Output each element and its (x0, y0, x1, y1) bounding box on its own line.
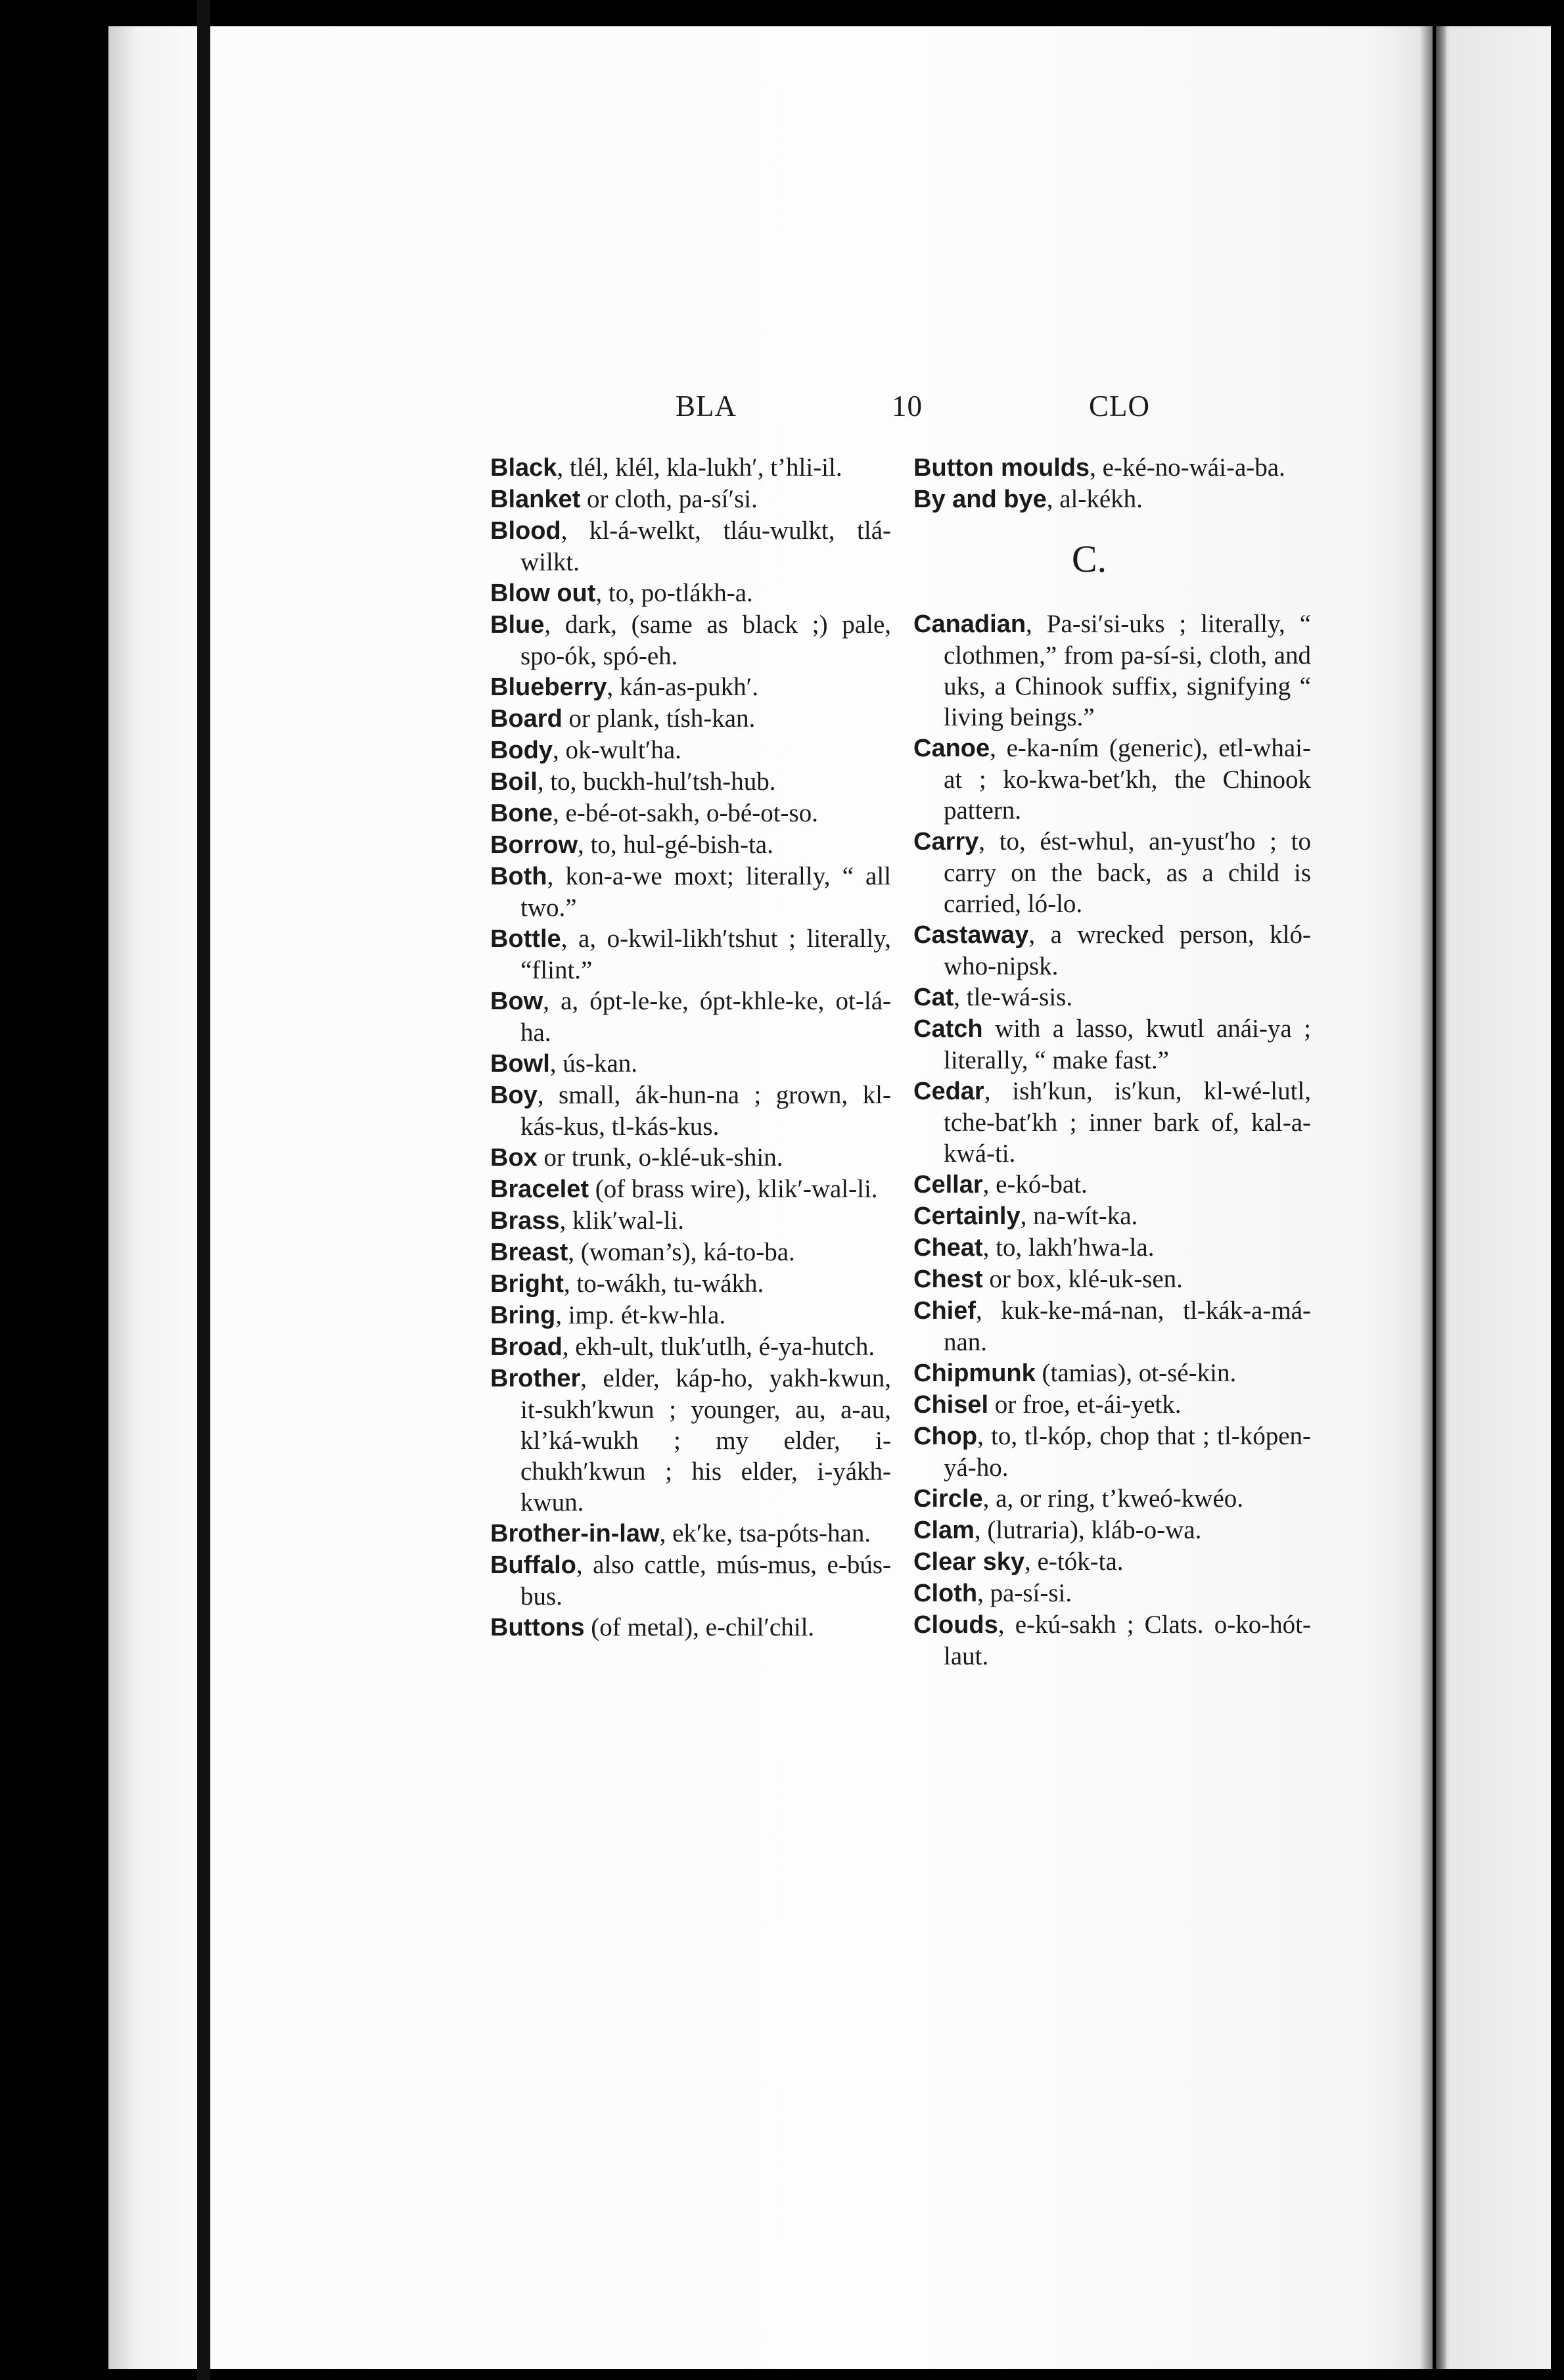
entry-definition: , e-ka-ním (generic), etl-whai-at ; ko-kwa-bet′kh, the Chinook pattern. (944, 734, 1311, 825)
dictionary-entry (913, 484, 1311, 515)
entry-headword: Cedar (913, 1078, 984, 1105)
entry-headword: Buttons (490, 1614, 585, 1641)
dictionary-entry (913, 1421, 1311, 1483)
dictionary-entry (490, 735, 891, 766)
dictionary-entry (490, 1237, 891, 1268)
entry-headword: Cat (913, 984, 954, 1011)
entry-definition: , e-kó-bat. (982, 1170, 1088, 1199)
dictionary-entry (913, 1013, 1311, 1076)
dictionary-entry (490, 1080, 891, 1142)
entry-definition: , to, ést-whul, an-yust′ho ; to carry on the back, as a child is carried, ló-lo. (944, 827, 1311, 918)
header-guide-word-right: CLO (1089, 390, 1150, 423)
dictionary-entry (913, 826, 1311, 919)
dictionary-entry (490, 1363, 891, 1518)
entry-headword: Canadian (913, 610, 1026, 638)
entry-headword: Cheat (913, 1234, 983, 1262)
entry-headword: Castaway (913, 921, 1029, 949)
entry-definition: , a, or ring, t’kweó-kwéo. (982, 1484, 1244, 1513)
entry-headword: Cloth (913, 1580, 978, 1607)
entry-headword: Breast (490, 1239, 568, 1266)
dictionary-entry (913, 1578, 1311, 1609)
dictionary-entry (490, 1174, 891, 1205)
right-column (913, 452, 1311, 1672)
entry-definition: or froe, et-ái-yetk. (988, 1390, 1182, 1419)
entry-headword: Boil (490, 768, 538, 796)
dictionary-entry (490, 1518, 891, 1549)
entry-definition: , (lutraria), kláb-o-wa. (974, 1516, 1202, 1544)
entry-headword: Board (490, 705, 563, 733)
entry-definition: , pa-sí-si. (977, 1579, 1072, 1607)
entry-definition: , kuk-ke-má-nan, tl-kák-a-má-nan. (944, 1296, 1311, 1356)
entry-headword: Bright (490, 1270, 564, 1298)
entry-headword: Blow out (490, 580, 596, 607)
entry-headword: Cellar (913, 1171, 983, 1199)
entry-headword: Buffalo (490, 1551, 576, 1579)
entry-definition: , kl-á-welkt, tláu-wulkt, tlá-wilkt. (520, 516, 891, 576)
dictionary-entry (490, 703, 891, 735)
dictionary-entry (913, 1358, 1311, 1389)
dictionary-entry (913, 452, 1311, 484)
dictionary-entry (913, 1264, 1311, 1295)
dictionary-entry (490, 672, 891, 703)
dictionary-entry (490, 1142, 891, 1174)
entry-definition: , na-wít-ka. (1020, 1202, 1138, 1230)
entry-headword: Bowl (490, 1050, 550, 1078)
dictionary-entry (913, 608, 1311, 733)
entry-headword: Blueberry (490, 674, 607, 701)
entry-definition: , e-kú-sakh ; Clats. o-ko-hót-laut. (944, 1611, 1311, 1670)
entry-headword: Chipmunk (913, 1360, 1036, 1387)
dictionary-entry (913, 982, 1311, 1013)
dictionary-entry (913, 1389, 1311, 1421)
dictionary-entry (913, 919, 1311, 982)
entry-headword: Both (490, 863, 547, 890)
dictionary-entry (490, 515, 891, 578)
entry-headword: Brother (490, 1365, 581, 1392)
dictionary-entry (490, 923, 891, 986)
entry-headword: Clouds (913, 1611, 998, 1639)
adjacent-page-edge (1436, 26, 1551, 2369)
entry-definition: , tlél, klél, kla-lukh′, t’hli-il. (557, 453, 842, 482)
entry-definition: , e-ké-no-wái-a-ba. (1090, 453, 1285, 482)
entry-definition: , ok-wult′ha. (553, 736, 681, 764)
dictionary-entry (490, 452, 891, 484)
entry-definition: , kán-as-pukh′. (607, 673, 758, 701)
entry-headword: Blue (490, 611, 545, 639)
entry-definition: , tle-wá-sis. (954, 983, 1073, 1011)
entry-definition: , to, buckh-hul′tsh-hub. (537, 767, 776, 796)
entry-headword: Body (490, 737, 553, 764)
dictionary-entry (913, 733, 1311, 826)
entry-definition: , imp. ét-kw-hla. (555, 1301, 726, 1329)
dictionary-entry (490, 578, 891, 609)
dictionary-entry (913, 1169, 1311, 1201)
dictionary-entry (913, 1483, 1311, 1515)
dictionary-entry (913, 1201, 1311, 1232)
right-column-entries (913, 608, 1311, 1672)
entry-definition: or box, klé-uk-sen. (982, 1265, 1183, 1293)
entry-headword: Canoe (913, 735, 990, 762)
entry-definition: , ekh-ult, tluk′utlh, é-ya-hutch. (562, 1333, 875, 1361)
section-letter: C. (1071, 538, 1107, 580)
dictionary-entry (490, 1048, 891, 1080)
entry-headword: By and bye (913, 486, 1047, 513)
dictionary-entry (490, 1612, 891, 1643)
entry-headword: Carry (913, 828, 979, 856)
right-column-top-entries (913, 452, 1311, 515)
dictionary-entry (490, 766, 891, 798)
entry-headword: Blood (490, 517, 561, 545)
dictionary-entry (490, 1549, 891, 1612)
entry-definition: , ek′ke, tsa-póts-han. (659, 1519, 871, 1547)
binding-shadow (1419, 26, 1446, 2369)
entry-definition: , e-tók-ta. (1024, 1547, 1124, 1576)
entry-headword: Borrow (490, 831, 578, 859)
entry-definition: or trunk, o-klé-uk-shin. (537, 1143, 783, 1172)
scan-border-left (197, 0, 210, 2380)
entry-headword: Chief (913, 1297, 976, 1325)
entry-definition: , a wrecked person, kló-who-nipsk. (944, 921, 1311, 980)
entry-headword: Button moulds (913, 454, 1090, 482)
dictionary-entry (490, 1205, 891, 1237)
entry-definition: or cloth, pa-sí′si. (580, 485, 758, 513)
dictionary-entry (490, 829, 891, 861)
dictionary-entry (490, 609, 891, 672)
entry-headword: Brother-in-law (490, 1520, 660, 1547)
entry-definition: or plank, tísh-kan. (562, 704, 756, 733)
entry-definition: , a, ópt-le-ke, ópt-khle-ke, ot-lá-ha. (520, 987, 891, 1047)
entry-definition: , e-bé-ot-sakh, o-bé-ot-so. (553, 799, 818, 827)
left-column (490, 452, 891, 1643)
entry-headword: Chop (913, 1423, 978, 1450)
entry-headword: Chest (913, 1266, 983, 1293)
dictionary-entry (913, 1232, 1311, 1264)
entry-definition: , klik′wal-li. (559, 1206, 685, 1235)
entry-definition: , kon-a-we moxt; literally, “ all two.” (520, 862, 891, 922)
entry-headword: Clear sky (913, 1548, 1025, 1576)
header-page-number: 10 (892, 390, 923, 423)
entry-headword: Certainly (913, 1202, 1021, 1230)
entry-definition: , to, tl-kóp, chop that ; tl-kópen-yá-ho. (944, 1422, 1311, 1482)
dictionary-entry (490, 986, 891, 1048)
entry-headword: Bring (490, 1302, 556, 1329)
entry-definition: , to, po-tlákh-a. (595, 579, 753, 607)
entry-definition: , ús-kan. (549, 1049, 638, 1078)
entry-definition: , elder, káp-ho, yakh-kwun, it-sukh′kwun ; younger, au, a-au, kl’ká-wukh ; my elder, i-chukh′kwun ; his elder, i-yákh-kwun. (520, 1364, 891, 1517)
dictionary-entry (490, 1300, 891, 1331)
entry-definition: , a, o-kwil-likh′tshut ; literally, “flint.” (520, 925, 891, 984)
dictionary-entry (490, 1268, 891, 1300)
entry-definition: , to, lakh′hwa-la. (982, 1233, 1155, 1262)
entry-definition: (of brass wire), klik′-wal-li. (588, 1175, 878, 1203)
entry-headword: Boy (490, 1082, 538, 1109)
entry-definition: , dark, (same as black ;) pale, spo-ók, spó-eh. (520, 610, 891, 670)
dictionary-entry (913, 1515, 1311, 1546)
entry-headword: Broad (490, 1333, 563, 1361)
header-guide-word-left: BLA (676, 390, 737, 423)
entry-headword: Bow (490, 988, 543, 1015)
dictionary-entry (490, 861, 891, 923)
entry-definition: , Pa-si′si-uks ; literally, “ clothmen,” from pa-sí-si, cloth, and uks, a Chinook suffix, signifying “ living beings.” (944, 610, 1311, 731)
dictionary-entry (913, 1295, 1311, 1358)
entry-headword: Catch (913, 1015, 983, 1043)
entry-definition: (of metal), e-chil′chil. (584, 1613, 815, 1641)
entry-definition: , to, hul-gé-bish-ta. (578, 831, 773, 859)
entry-headword: Clam (913, 1517, 975, 1544)
entry-headword: Circle (913, 1485, 983, 1513)
entry-headword: Black (490, 454, 557, 482)
entry-headword: Box (490, 1144, 538, 1172)
entry-headword: Bone (490, 800, 553, 827)
dictionary-entry (490, 798, 891, 829)
entry-definition: , also cattle, mús-mus, e-bús-bus. (520, 1551, 891, 1611)
dictionary-entry (913, 1546, 1311, 1578)
entry-headword: Blanket (490, 486, 581, 513)
entry-definition: (tamias), ot-sé-kin. (1035, 1359, 1237, 1387)
entry-definition: with a lasso, kwutl anái-ya ; literally, “ make fast.” (944, 1015, 1311, 1074)
entry-headword: Brass (490, 1207, 560, 1235)
entry-definition: , al-kékh. (1046, 485, 1143, 513)
dictionary-entry (490, 1331, 891, 1363)
entry-headword: Bottle (490, 925, 561, 953)
entry-definition: , to-wákh, tu-wákh. (563, 1270, 764, 1298)
dictionary-entry (913, 1609, 1311, 1672)
entry-definition: , ish′kun, is′kun, kl-wé-lutl, tche-bat′kh ; inner bark of, kal-a-kwá-ti. (944, 1077, 1311, 1168)
entry-headword: Bracelet (490, 1176, 589, 1203)
entry-definition: , (woman’s), ká-to-ba. (568, 1238, 795, 1266)
entry-definition: , small, ák-hun-na ; grown, kl-kás-kus, tl-kás-kus. (520, 1081, 891, 1141)
dictionary-entry (490, 484, 891, 515)
entry-headword: Chisel (913, 1391, 989, 1419)
dictionary-entry (913, 1076, 1311, 1169)
